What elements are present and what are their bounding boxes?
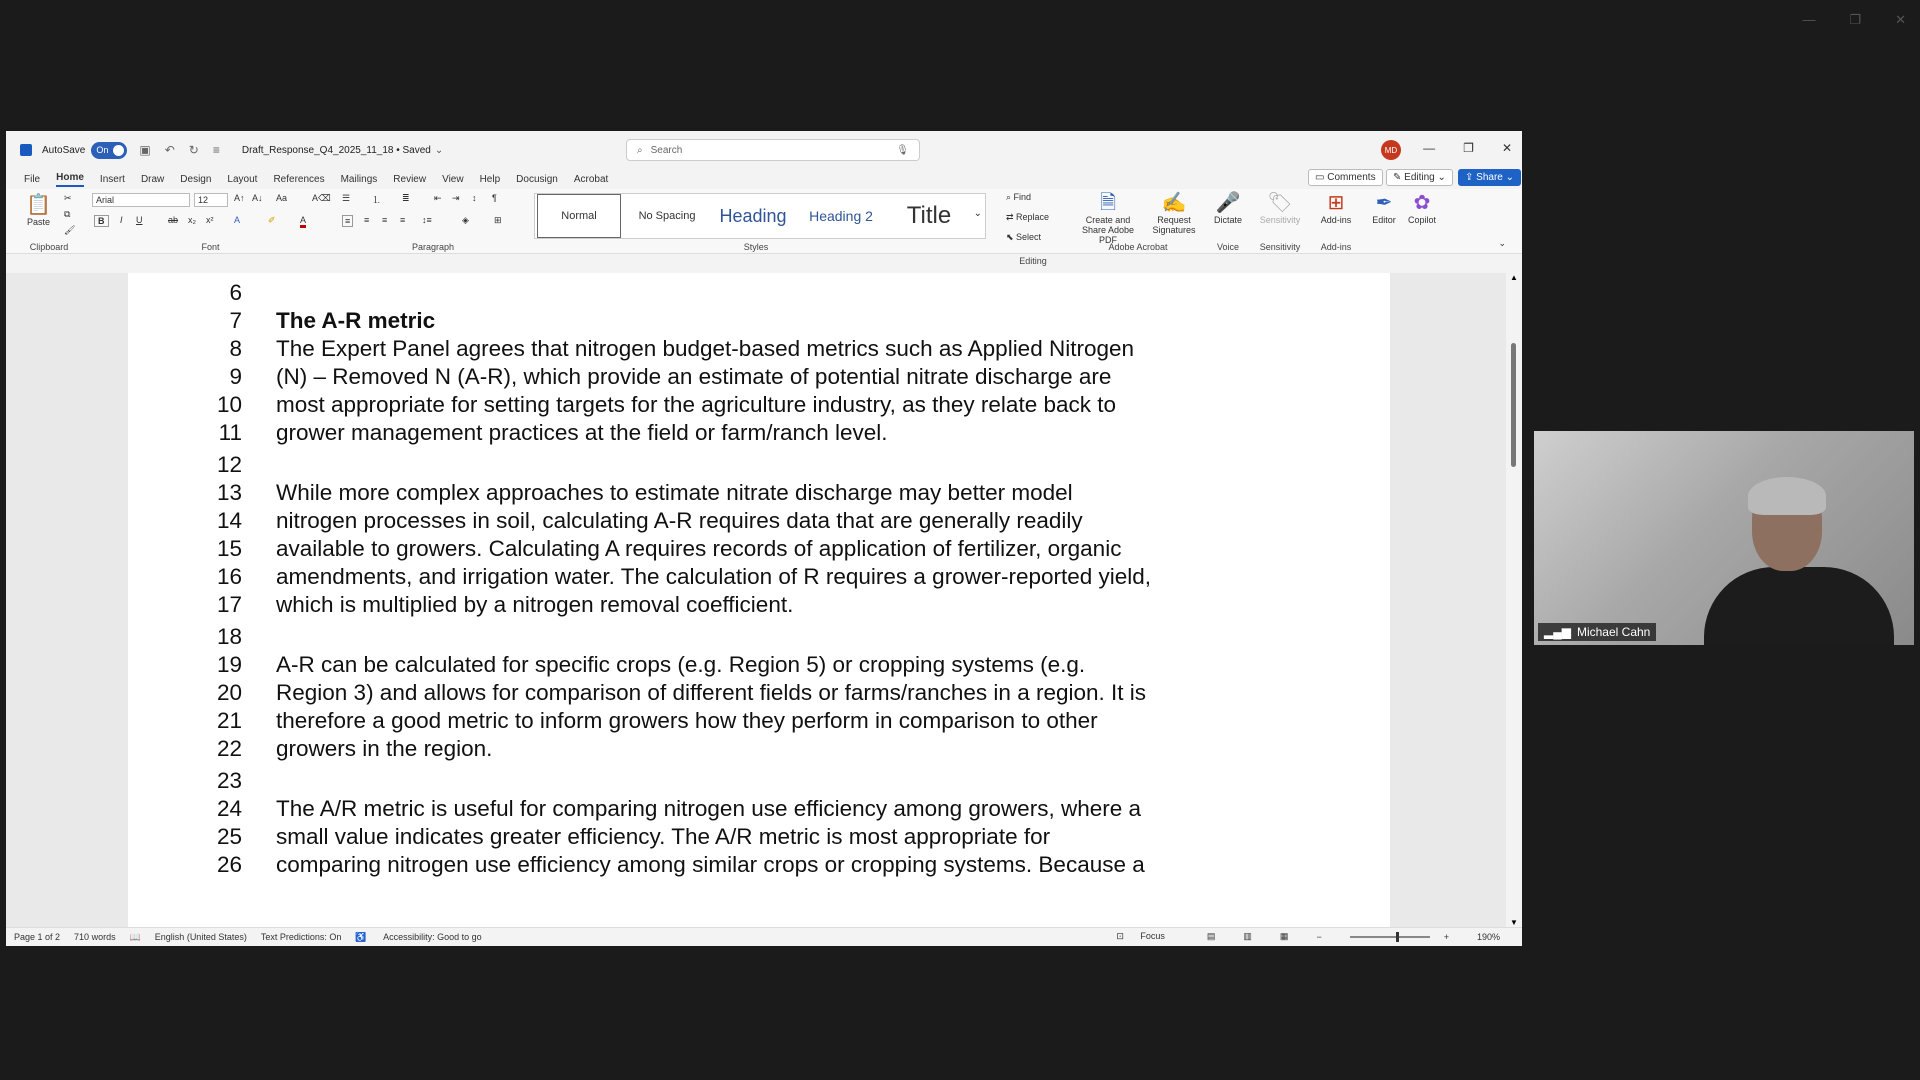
- chevron-down-icon: ⌄: [1434, 172, 1446, 183]
- document-line[interactable]: [128, 479, 1073, 507]
- document-line[interactable]: [128, 335, 1134, 363]
- document-line[interactable]: [128, 391, 1116, 419]
- accessibility-status[interactable]: [355, 932, 495, 943]
- style-no-spacing[interactable]: No Spacing: [638, 210, 696, 222]
- close-icon[interactable]: ✕: [1895, 12, 1906, 27]
- pdf-icon: 🗎: [1099, 192, 1117, 214]
- tab-insert[interactable]: Insert: [99, 173, 125, 185]
- line-spacing-icon[interactable]: ↕≡: [422, 215, 432, 225]
- search-placeholder: Search: [650, 144, 683, 156]
- replace-icon: ⇄: [1006, 212, 1017, 222]
- zoom-in-icon[interactable]: +: [1443, 931, 1449, 942]
- document-line[interactable]: [128, 591, 793, 619]
- shading-icon[interactable]: ◈: [462, 215, 469, 225]
- autosave-toggle[interactable]: [91, 142, 127, 159]
- line-number: 21: [216, 708, 242, 733]
- autosave: [42, 142, 127, 159]
- tab-references[interactable]: References: [273, 173, 325, 185]
- restore-icon[interactable]: ❐: [1463, 141, 1474, 155]
- style-title[interactable]: Title: [906, 202, 952, 229]
- line-number: 26: [216, 852, 242, 877]
- microphone-icon: 🎤: [1215, 192, 1241, 214]
- tab-help[interactable]: Help: [479, 173, 501, 185]
- increase-indent-icon[interactable]: ⇥: [452, 193, 460, 203]
- document-line[interactable]: [128, 307, 435, 335]
- tab-mailings[interactable]: Mailings: [340, 173, 378, 185]
- document-line[interactable]: [128, 679, 1146, 707]
- undo-icon[interactable]: ↶: [164, 143, 175, 157]
- clipboard-label: Clipboard: [29, 242, 69, 252]
- adobe-acrobat-label: Adobe Acrobat: [1108, 242, 1168, 252]
- line-number: 12: [216, 452, 242, 477]
- document-line[interactable]: [128, 767, 276, 795]
- italic-icon[interactable]: I: [120, 215, 123, 225]
- subscript-icon[interactable]: x₂: [188, 215, 196, 225]
- find-label: Find: [1013, 192, 1032, 202]
- editing-mode-button[interactable]: [1386, 169, 1453, 186]
- signal-icon: ▂▄▆: [1544, 625, 1571, 639]
- line-number: 20: [216, 680, 242, 705]
- replace-button[interactable]: [1006, 212, 1049, 223]
- share-label: Share: [1476, 172, 1503, 183]
- avatar[interactable]: MD: [1381, 140, 1401, 160]
- paragraph-label: Paragraph: [411, 242, 455, 252]
- web-layout-icon[interactable]: ▦: [1279, 931, 1289, 941]
- ribbon-tabs: [6, 169, 1522, 189]
- show-marks-icon[interactable]: ¶: [492, 193, 497, 203]
- editing-label: Editing: [1404, 172, 1435, 183]
- font-group: [88, 189, 333, 254]
- line-number: 11: [218, 420, 242, 445]
- search-icon: ⌕: [637, 144, 643, 156]
- line-number: 10: [216, 392, 242, 417]
- title-bar: [6, 131, 1522, 169]
- ribbon: [6, 189, 1522, 266]
- word-count[interactable]: 710 words: [74, 932, 116, 942]
- sensitivity-icon: 🏷: [1267, 192, 1293, 214]
- minimize-icon[interactable]: —: [1423, 141, 1436, 155]
- document-area: [6, 273, 1522, 927]
- video-tile: [1534, 431, 1914, 645]
- tab-draw[interactable]: Draw: [140, 173, 165, 185]
- font-color-icon[interactable]: A: [300, 215, 306, 228]
- document-line[interactable]: [128, 851, 1145, 879]
- editing-group-label: Editing: [1019, 256, 1047, 266]
- styles-group: [706, 189, 806, 254]
- line-text: The Expert Panel agrees that nitrogen budget-based metrics such as Applied Nitrogen: [276, 336, 1135, 361]
- tab-docusign[interactable]: Docusign: [516, 173, 558, 185]
- justify-icon[interactable]: ≡: [400, 215, 406, 225]
- document-line[interactable]: [128, 707, 1098, 735]
- line-number: 7: [229, 308, 242, 333]
- document-line[interactable]: [128, 623, 276, 651]
- share-button[interactable]: [1458, 169, 1521, 186]
- strikethrough-icon[interactable]: ab: [168, 215, 179, 225]
- addins-group: [1312, 189, 1360, 254]
- document-line[interactable]: [128, 419, 888, 447]
- style-heading-2[interactable]: Heading 2: [809, 208, 873, 224]
- zoom-out-icon[interactable]: −: [1316, 931, 1322, 942]
- collapse-ribbon-icon[interactable]: ⌄: [1498, 238, 1506, 248]
- signature-icon: ✍: [1161, 192, 1187, 214]
- document-line[interactable]: [128, 363, 1111, 391]
- share-icon: ⇪: [1465, 172, 1477, 183]
- cursor-icon: ⬉: [1006, 232, 1017, 242]
- line-text: comparing nitrogen use efficiency among similar crops or cropping systems. Because a: [276, 852, 1145, 877]
- participant-name: Michael Cahn: [1576, 625, 1651, 639]
- document-line[interactable]: [128, 451, 276, 479]
- clear-formatting-icon[interactable]: A⌫: [312, 193, 331, 203]
- cut-icon[interactable]: ✂: [64, 193, 72, 203]
- restore-icon[interactable]: ❐: [1849, 12, 1862, 27]
- tab-file[interactable]: File: [24, 173, 41, 185]
- font-label: Font: [201, 242, 220, 252]
- highlight-icon[interactable]: ✐: [268, 215, 276, 225]
- line-number: 19: [216, 652, 242, 677]
- grow-font-icon[interactable]: A↑: [234, 193, 245, 203]
- tab-view[interactable]: View: [442, 173, 464, 185]
- decrease-indent-icon[interactable]: ⇤: [434, 193, 442, 203]
- tab-acrobat[interactable]: Acrobat: [573, 173, 609, 185]
- read-mode-icon[interactable]: ▤: [1206, 931, 1216, 941]
- copilot-icon: ✿: [1413, 192, 1431, 214]
- editor-label: Editor: [1372, 215, 1396, 225]
- font-size-select[interactable]: 12: [194, 193, 228, 207]
- line-number: 17: [216, 592, 242, 617]
- paragraph-group: [338, 189, 528, 254]
- line-text: grower management practices at the field or farm/ranch level.: [276, 420, 888, 445]
- language[interactable]: English (United States): [154, 932, 247, 942]
- create-share-label: Create and Share Adobe PDF: [1081, 215, 1135, 245]
- tab-layout[interactable]: Layout: [227, 173, 258, 185]
- tab-review[interactable]: Review: [393, 173, 427, 185]
- paste-button[interactable]: [26, 193, 51, 227]
- line-number: 18: [216, 624, 242, 649]
- editor-button[interactable]: [1364, 191, 1404, 225]
- line-text: A-R can be calculated for specific crops (e.g. Region 5) or cropping systems (e.g.: [276, 652, 1086, 677]
- focus-label: Focus: [1140, 931, 1165, 941]
- line-number: 9: [229, 364, 242, 389]
- participant-name-tag: [1538, 623, 1656, 641]
- bold-icon[interactable]: B: [94, 215, 109, 227]
- line-number: 14: [216, 508, 242, 533]
- shrink-font-icon[interactable]: A↓: [252, 193, 263, 203]
- line-text: The A/R metric is useful for comparing nitrogen use efficiency among growers, where a: [276, 796, 1141, 821]
- tab-home[interactable]: Home: [56, 172, 84, 187]
- proofing-icon[interactable]: 📖: [129, 931, 141, 942]
- bullets-icon[interactable]: ☰: [342, 193, 351, 203]
- comments-label: Comments: [1327, 172, 1376, 183]
- line-text: therefore a good metric to inform growers how they perform in comparison to other: [276, 708, 1098, 733]
- line-text: amendments, and irrigation water. The calculation of R requires a grower-reported yield,: [276, 564, 1152, 589]
- voice-label: Voice: [1216, 242, 1240, 252]
- line-number: 13: [216, 480, 242, 505]
- styles-label: Styles: [743, 242, 769, 252]
- superscript-icon[interactable]: x²: [206, 215, 214, 225]
- close-icon[interactable]: ✕: [1501, 141, 1512, 155]
- copy-icon[interactable]: ⧉: [64, 209, 71, 219]
- line-text: which is multiplied by a nitrogen removal coefficient.: [276, 592, 794, 617]
- accessibility-label: Accessibility: Good to go: [383, 931, 482, 942]
- align-center-icon[interactable]: ≡: [364, 215, 370, 225]
- voice-group: [1208, 189, 1248, 254]
- line-text: growers in the region.: [276, 736, 493, 761]
- minimize-icon[interactable]: —: [1802, 12, 1816, 27]
- underline-icon[interactable]: U: [136, 215, 143, 225]
- document-line[interactable]: [128, 823, 1050, 851]
- comments-button[interactable]: [1308, 169, 1383, 186]
- style-normal[interactable]: Normal: [537, 194, 621, 238]
- line-text: (N) – Removed N (A-R), which provide an estimate of potential nitrate discharge are: [276, 364, 1112, 389]
- document-page[interactable]: [128, 273, 1390, 927]
- paste-label: Paste: [26, 217, 50, 227]
- dictate-button[interactable]: [1208, 191, 1248, 225]
- page-count[interactable]: Page 1 of 2: [14, 932, 61, 942]
- document-title[interactable]: Draft_Response_Q4_2025_11_18 • Saved: [241, 144, 431, 156]
- customize-toolbar-icon[interactable]: ≡: [212, 143, 220, 157]
- line-number: 24: [216, 796, 242, 821]
- participant-hair: [1748, 477, 1826, 515]
- status-bar: [6, 927, 1522, 946]
- autosave-label: AutoSave: [42, 144, 86, 156]
- focus-button[interactable]: [1116, 931, 1179, 942]
- microphone-icon[interactable]: 🎙: [896, 144, 909, 156]
- adobe-acrobat-group: [1072, 189, 1204, 254]
- window-controls: [1423, 141, 1512, 155]
- sort-icon[interactable]: ↕: [472, 193, 477, 203]
- view-controls: [1116, 931, 1514, 942]
- find-button[interactable]: [1006, 192, 1031, 203]
- editor-pen-icon: ✒: [1375, 192, 1393, 214]
- copilot-label: Copilot: [1407, 215, 1436, 225]
- line-number: 25: [216, 824, 242, 849]
- align-right-icon[interactable]: ≡: [382, 215, 388, 225]
- dictate-label: Dictate: [1213, 215, 1242, 225]
- addins-button[interactable]: [1312, 191, 1360, 225]
- font-name-select[interactable]: Arial: [92, 193, 190, 207]
- zoom-slider[interactable]: [1350, 936, 1430, 938]
- addins-label: Add-ins: [1320, 242, 1352, 252]
- line-number: 15: [216, 536, 242, 561]
- save-icon[interactable]: ▣: [139, 143, 151, 157]
- request-signatures-label: Request Signatures: [1152, 215, 1196, 235]
- line-number: 22: [216, 736, 242, 761]
- document-line[interactable]: [128, 735, 492, 763]
- print-layout-icon[interactable]: ▥: [1243, 931, 1252, 941]
- search-box[interactable]: [626, 139, 920, 161]
- editing-group: [998, 189, 1068, 266]
- line-text: Region 3) and allows for comparison of different fields or farms/ranches in a region. It is: [276, 680, 1147, 705]
- create-share-pdf-button[interactable]: [1076, 191, 1140, 245]
- borders-icon[interactable]: ⊞: [494, 215, 502, 225]
- focus-icon: ⊡: [1116, 931, 1127, 941]
- participant-body: [1704, 567, 1894, 645]
- scroll-down-icon[interactable]: ▼: [1510, 918, 1518, 927]
- section-heading: The A-R metric: [276, 308, 436, 333]
- document-line[interactable]: [128, 651, 1085, 679]
- document-line[interactable]: [128, 279, 276, 307]
- word-window: [6, 131, 1522, 946]
- styles-more-icon[interactable]: ⌄: [973, 208, 982, 219]
- addins-button-label: Add-ins: [1320, 215, 1352, 225]
- change-case-icon[interactable]: Aa: [276, 193, 288, 203]
- addins-icon: ⊞: [1327, 192, 1345, 214]
- request-signatures-button[interactable]: [1146, 191, 1202, 235]
- line-text: nitrogen processes in soil, calculating A-R requires data that are generally readily: [276, 508, 1083, 533]
- align-left-icon[interactable]: ≡: [342, 215, 353, 227]
- document-line[interactable]: [128, 563, 1151, 591]
- style-heading[interactable]: Heading: [719, 205, 787, 226]
- text-predictions[interactable]: Text Predictions: On: [260, 932, 342, 942]
- sensitivity-button[interactable]: [1252, 191, 1308, 225]
- select-button[interactable]: [1006, 232, 1041, 243]
- tab-design[interactable]: Design: [180, 173, 212, 185]
- zoom-level[interactable]: 190%: [1476, 931, 1500, 942]
- scroll-thumb[interactable]: [1511, 343, 1516, 467]
- vertical-scrollbar[interactable]: [1506, 273, 1522, 927]
- document-line[interactable]: [128, 535, 1121, 563]
- line-text: While more complex approaches to estimate nitrate discharge may better model: [276, 480, 1073, 505]
- redo-icon[interactable]: ↻: [188, 143, 199, 157]
- word-logo-icon: [20, 144, 32, 156]
- select-label: Select: [1016, 232, 1042, 242]
- line-text: small value indicates greater efficiency. The A/R metric is most appropriate for: [276, 824, 1051, 849]
- scroll-up-icon[interactable]: ▲: [1510, 273, 1518, 282]
- replace-label: Replace: [1016, 212, 1050, 222]
- comment-icon: ▭: [1315, 172, 1328, 183]
- search-icon: ⌕: [1006, 192, 1014, 202]
- copilot-button[interactable]: [1400, 191, 1444, 225]
- chevron-down-icon: ⌄: [1502, 172, 1515, 183]
- numbering-icon[interactable]: ⒈: [372, 195, 382, 205]
- document-line[interactable]: [128, 507, 1083, 535]
- line-text: available to growers. Calculating A requires records of application of fertilizer, organic: [276, 536, 1122, 561]
- autosave-state: On: [96, 145, 109, 155]
- multilevel-list-icon[interactable]: ≣: [402, 193, 410, 203]
- accessibility-icon: ♿: [355, 931, 370, 942]
- sensitivity-label: Sensitivity: [1259, 242, 1301, 252]
- line-number: 16: [216, 564, 242, 589]
- sensitivity-button-label: Sensitivity: [1259, 215, 1301, 225]
- text-effects-icon[interactable]: A: [234, 215, 241, 225]
- outer-window-controls: [1802, 12, 1906, 28]
- pencil-icon: ✎: [1393, 172, 1405, 183]
- line-number: 6: [229, 280, 242, 305]
- chevron-down-icon[interactable]: ⌄: [434, 144, 444, 156]
- clipboard-group: [14, 189, 84, 254]
- format-painter-icon[interactable]: 🖌: [64, 225, 76, 235]
- clipboard-icon: 📋: [26, 194, 51, 216]
- line-number: 8: [229, 336, 242, 361]
- line-text: most appropriate for setting targets for the agriculture industry, as they relate back to: [276, 392, 1117, 417]
- line-number: 23: [216, 768, 242, 793]
- sensitivity-group: [1252, 189, 1308, 254]
- document-line[interactable]: [128, 795, 1141, 823]
